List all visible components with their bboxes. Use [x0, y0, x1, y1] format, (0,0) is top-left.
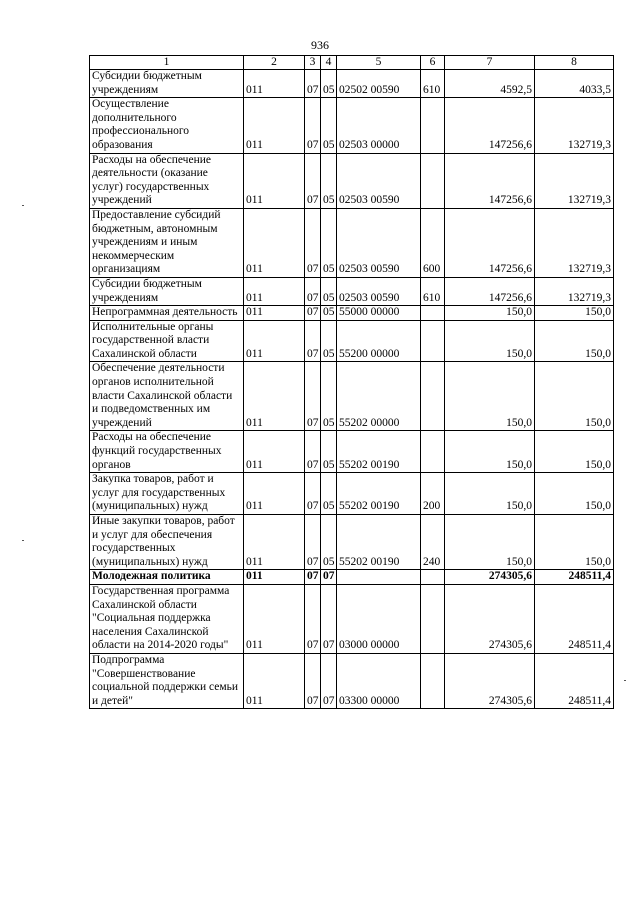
cell-expense-type: [421, 306, 445, 321]
cell-subsection: 07: [321, 570, 337, 585]
col-header: 5: [337, 56, 421, 70]
table-row: [90, 208, 614, 277]
table-row: [90, 431, 614, 473]
row-name: Осуществление дополнительного профессионального образования: [90, 98, 244, 153]
row-name: Непрограммная деятельность: [90, 306, 244, 321]
cell-amount-7: 150,0: [445, 473, 535, 515]
cell-target-article: 02503 00590: [337, 208, 421, 277]
table-row: [90, 70, 614, 98]
cell-amount-8: 150,0: [535, 515, 614, 570]
scan-mark: [22, 540, 24, 541]
cell-amount-7: 274305,6: [445, 584, 535, 653]
cell-subsection: 05: [321, 515, 337, 570]
cell-target-article: 55202 00190: [337, 431, 421, 473]
row-name: Иные закупки товаров, работ и услуг для обеспечения государственных (муниципальных) нужд: [90, 515, 244, 570]
cell-section: 07: [305, 570, 321, 585]
cell-section: 07: [305, 153, 321, 208]
row-name: Расходы на обеспечение деятельности (оказание услуг) государственных учреждений: [90, 153, 244, 208]
cell-expense-type: 240: [421, 515, 445, 570]
cell-amount-7: 4592,5: [445, 70, 535, 98]
table-row: [90, 515, 614, 570]
col-header: 6: [421, 56, 445, 70]
page-number: 936: [311, 38, 329, 52]
cell-subsection: 05: [321, 473, 337, 515]
cell-code-admin: 011: [244, 584, 305, 653]
cell-amount-8: 150,0: [535, 431, 614, 473]
row-name: Закупка товаров, работ и услуг для государственных (муниципальных) нужд: [90, 473, 244, 515]
cell-code-admin: 011: [244, 362, 305, 431]
row-name: Подпрограмма "Совершенствование социальной поддержки семьи и детей": [90, 653, 244, 708]
cell-amount-8: 132719,3: [535, 277, 614, 305]
cell-code-admin: 011: [244, 431, 305, 473]
cell-code-admin: 011: [244, 208, 305, 277]
cell-subsection: 05: [321, 70, 337, 98]
cell-amount-7: 147256,6: [445, 208, 535, 277]
cell-expense-type: [421, 570, 445, 585]
col-header: 2: [244, 56, 305, 70]
table-row: [90, 98, 614, 153]
cell-expense-type: [421, 320, 445, 362]
cell-code-admin: 011: [244, 277, 305, 305]
col-header: 8: [535, 56, 614, 70]
cell-section: 07: [305, 362, 321, 431]
cell-amount-7: 150,0: [445, 431, 535, 473]
cell-section: 07: [305, 515, 321, 570]
cell-amount-7: 150,0: [445, 320, 535, 362]
row-name: Обеспечение деятельности органов исполнительной власти Сахалинской области и подведомственных им учреждений: [90, 362, 244, 431]
cell-subsection: 05: [321, 98, 337, 153]
header-row: [90, 56, 614, 70]
cell-subsection: 05: [321, 320, 337, 362]
cell-expense-type: [421, 653, 445, 708]
cell-subsection: 05: [321, 153, 337, 208]
row-name: Исполнительные органы государственной власти Сахалинской области: [90, 320, 244, 362]
cell-amount-7: 147256,6: [445, 98, 535, 153]
cell-section: 07: [305, 208, 321, 277]
cell-subsection: 05: [321, 306, 337, 321]
row-name: Расходы на обеспечение функций государственных органов: [90, 431, 244, 473]
cell-expense-type: [421, 584, 445, 653]
cell-section: 07: [305, 431, 321, 473]
cell-expense-type: 610: [421, 70, 445, 98]
cell-expense-type: 200: [421, 473, 445, 515]
table-row: [90, 320, 614, 362]
table-row: [90, 570, 614, 585]
scan-mark: [22, 205, 24, 206]
cell-amount-8: 150,0: [535, 473, 614, 515]
cell-section: 07: [305, 653, 321, 708]
table-row: [90, 153, 614, 208]
cell-section: 07: [305, 584, 321, 653]
table-row: [90, 653, 614, 708]
cell-section: 07: [305, 98, 321, 153]
cell-target-article: 55000 00000: [337, 306, 421, 321]
table-row: [90, 306, 614, 321]
cell-target-article: 55202 00190: [337, 515, 421, 570]
cell-target-article: 55200 00000: [337, 320, 421, 362]
cell-amount-8: 150,0: [535, 320, 614, 362]
col-header: 4: [321, 56, 337, 70]
cell-code-admin: 011: [244, 70, 305, 98]
cell-section: 07: [305, 277, 321, 305]
cell-expense-type: 600: [421, 208, 445, 277]
cell-code-admin: 011: [244, 306, 305, 321]
cell-amount-8: 132719,3: [535, 153, 614, 208]
row-name: Государственная программа Сахалинской области "Социальная поддержка населения Сахалинской области на 2014-2020 годы": [90, 584, 244, 653]
cell-target-article: [337, 570, 421, 585]
cell-subsection: 05: [321, 277, 337, 305]
cell-target-article: 02503 00590: [337, 153, 421, 208]
cell-code-admin: 011: [244, 515, 305, 570]
cell-amount-8: 248511,4: [535, 570, 614, 585]
cell-target-article: 03000 00000: [337, 584, 421, 653]
row-name: Молодежная политика: [90, 570, 244, 585]
scan-mark: [624, 680, 626, 681]
cell-section: 07: [305, 306, 321, 321]
cell-code-admin: 011: [244, 98, 305, 153]
cell-amount-8: 248511,4: [535, 653, 614, 708]
cell-amount-7: 147256,6: [445, 277, 535, 305]
cell-subsection: 05: [321, 208, 337, 277]
table-row: [90, 473, 614, 515]
cell-amount-8: 4033,5: [535, 70, 614, 98]
cell-code-admin: 011: [244, 653, 305, 708]
cell-code-admin: 011: [244, 320, 305, 362]
table-row: [90, 362, 614, 431]
cell-section: 07: [305, 320, 321, 362]
cell-code-admin: 011: [244, 473, 305, 515]
cell-amount-8: 132719,3: [535, 208, 614, 277]
cell-expense-type: 610: [421, 277, 445, 305]
cell-expense-type: [421, 362, 445, 431]
cell-expense-type: [421, 153, 445, 208]
cell-section: 07: [305, 70, 321, 98]
cell-subsection: 05: [321, 431, 337, 473]
row-name: Субсидии бюджетным учреждениям: [90, 277, 244, 305]
cell-expense-type: [421, 98, 445, 153]
cell-amount-7: 150,0: [445, 362, 535, 431]
cell-subsection: 07: [321, 584, 337, 653]
cell-expense-type: [421, 431, 445, 473]
cell-subsection: 05: [321, 362, 337, 431]
cell-amount-8: 150,0: [535, 306, 614, 321]
budget-table: [89, 55, 614, 709]
cell-target-article: 02502 00590: [337, 70, 421, 98]
col-header: 1: [90, 56, 244, 70]
cell-target-article: 02503 00590: [337, 277, 421, 305]
row-name: Субсидии бюджетным учреждениям: [90, 70, 244, 98]
cell-amount-8: 150,0: [535, 362, 614, 431]
cell-amount-7: 274305,6: [445, 570, 535, 585]
col-header: 3: [305, 56, 321, 70]
cell-amount-7: 150,0: [445, 306, 535, 321]
cell-amount-7: 147256,6: [445, 153, 535, 208]
cell-code-admin: 011: [244, 153, 305, 208]
cell-amount-8: 132719,3: [535, 98, 614, 153]
cell-amount-7: 150,0: [445, 515, 535, 570]
cell-section: 07: [305, 473, 321, 515]
col-header: 7: [445, 56, 535, 70]
cell-target-article: 55202 00190: [337, 473, 421, 515]
table-row: [90, 277, 614, 305]
cell-amount-8: 248511,4: [535, 584, 614, 653]
cell-target-article: 02503 00000: [337, 98, 421, 153]
cell-target-article: 55202 00000: [337, 362, 421, 431]
cell-target-article: 03300 00000: [337, 653, 421, 708]
cell-code-admin: 011: [244, 570, 305, 585]
table-row: [90, 584, 614, 653]
cell-subsection: 07: [321, 653, 337, 708]
row-name: Предоставление субсидий бюджетным, автономным учреждениям и иным некоммерческим организациям: [90, 208, 244, 277]
cell-amount-7: 274305,6: [445, 653, 535, 708]
